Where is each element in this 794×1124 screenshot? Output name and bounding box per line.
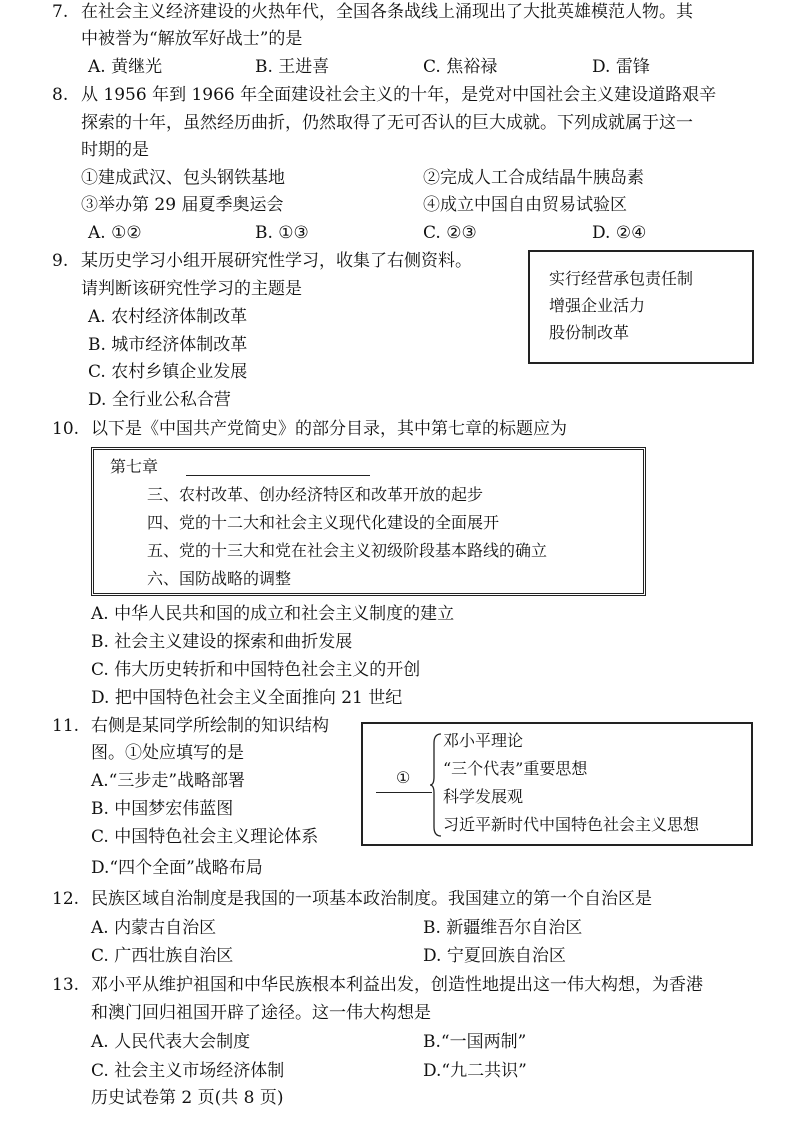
toc-entry: 三、农村改革、创办经济特区和改革开放的起步 <box>147 485 484 504</box>
structure-item: 科学发展观 <box>443 787 524 806</box>
answer-blank <box>376 792 432 793</box>
table-of-contents-box <box>91 447 646 596</box>
question-number: 7. <box>52 2 69 22</box>
material-box <box>528 250 754 364</box>
material-line: 股份制改革 <box>549 323 630 342</box>
question-text: 从 1956 年到 1966 年全面建设社会主义的十年，是党对中国社会主义建设道路艰辛 <box>81 85 717 105</box>
option-b: B. 中国梦宏伟蓝图 <box>91 799 234 819</box>
statement-item: ②完成人工合成结晶牛胰岛素 <box>423 168 644 188</box>
statement-item: ③举办第 29 届夏季奥运会 <box>81 195 284 215</box>
option-d: D. 雷锋 <box>592 57 650 77</box>
question-text: 请判断该研究性学习的主题是 <box>81 279 302 299</box>
option-b: B. 王进喜 <box>255 57 330 77</box>
brace-icon <box>429 733 443 837</box>
question-number: 10. <box>52 419 80 439</box>
knowledge-structure-box <box>361 722 753 846</box>
statement-item: ①建成武汉、包头钢铁基地 <box>81 168 285 188</box>
question-text: 以下是《中国共产党简史》的部分目录，其中第七章的标题应为 <box>91 419 567 439</box>
option-d: D.“九二共识” <box>423 1061 527 1081</box>
question-text: 探索的十年，虽然经历曲折，仍然取得了无可否认的巨大成就。下列成就属于这一 <box>81 113 693 133</box>
chapter-label: 第七章 <box>110 457 159 476</box>
toc-entry: 六、国防战略的调整 <box>147 569 292 588</box>
option-a: A. 农村经济体制改革 <box>88 307 248 327</box>
option-b: B. 城市经济体制改革 <box>88 335 248 355</box>
statement-item: ④成立中国自由贸易试验区 <box>423 195 627 215</box>
option-d: D. 全行业公私合营 <box>88 390 231 410</box>
toc-entry: 五、党的十三大和党在社会主义初级阶段基本路线的确立 <box>147 541 548 560</box>
answer-blank <box>186 475 370 476</box>
option-c: C. 伟大历史转折和中国特色社会主义的开创 <box>91 660 421 680</box>
question-number: 13. <box>52 975 80 995</box>
structure-item: 邓小平理论 <box>443 731 524 750</box>
option-d: D.“四个全面”战略布局 <box>91 858 263 878</box>
material-line: 实行经营承包责任制 <box>549 269 694 288</box>
option-a: A.“三步走”战略部署 <box>91 771 246 791</box>
option-a: A. 黄继光 <box>88 57 163 77</box>
option-a: A. 中华人民共和国的成立和社会主义制度的建立 <box>91 604 455 624</box>
question-text: 时期的是 <box>81 140 149 160</box>
option-d: D. 宁夏回族自治区 <box>423 946 566 966</box>
structure-item: “三个代表”重要思想 <box>443 759 588 778</box>
question-number: 8. <box>52 85 69 105</box>
option-a: A. 人民代表大会制度 <box>91 1032 251 1052</box>
question-number: 11. <box>52 716 80 736</box>
option-c: C. ②③ <box>423 223 477 243</box>
material-line: 增强企业活力 <box>549 296 646 315</box>
structure-item: 习近平新时代中国特色社会主义思想 <box>443 815 700 834</box>
page-footer: 历史试卷第 2 页(共 8 页) <box>91 1088 284 1108</box>
option-d: D. 把中国特色社会主义全面推向 21 世纪 <box>91 688 403 708</box>
option-c: C. 中国特色社会主义理论体系 <box>91 827 319 847</box>
option-a: A. ①② <box>88 223 142 243</box>
question-text: 图。①处应填写的是 <box>91 743 244 763</box>
blank-marker: ① <box>396 768 411 787</box>
option-c: C. 社会主义市场经济体制 <box>91 1061 285 1081</box>
question-text: 右侧是某同学所绘制的知识结构 <box>91 716 329 736</box>
question-text: 在社会主义经济建设的火热年代，全国各条战线上涌现出了大批英雄模范人物。其 <box>81 2 693 22</box>
question-text: 某历史学习小组开展研究性学习，收集了右侧资料。 <box>81 251 472 271</box>
question-number: 12. <box>52 889 80 909</box>
question-text: 中被誉为“解放军好战士”的是 <box>81 29 303 49</box>
question-text: 邓小平从维护祖国和中华民族根本利益出发，创造性地提出这一伟大构想，为香港 <box>91 975 703 995</box>
option-c: C. 广西壮族自治区 <box>91 946 234 966</box>
option-b: B. 社会主义建设的探索和曲折发展 <box>91 632 353 652</box>
option-b: B. 新疆维吾尔自治区 <box>423 918 583 938</box>
option-a: A. 内蒙古自治区 <box>91 918 217 938</box>
question-text: 民族区域自治制度是我国的一项基本政治制度。我国建立的第一个自治区是 <box>91 889 652 909</box>
toc-entry: 四、党的十二大和社会主义现代化建设的全面展开 <box>147 513 500 532</box>
question-text: 和澳门回归祖国开辟了途径。这一伟大构想是 <box>91 1003 431 1023</box>
option-b: B.“一国两制” <box>423 1032 527 1052</box>
option-c: C. 焦裕禄 <box>423 57 498 77</box>
question-number: 9. <box>52 251 69 271</box>
option-c: C. 农村乡镇企业发展 <box>88 362 248 382</box>
option-d: D. ②④ <box>592 223 647 243</box>
option-b: B. ①③ <box>255 223 309 243</box>
